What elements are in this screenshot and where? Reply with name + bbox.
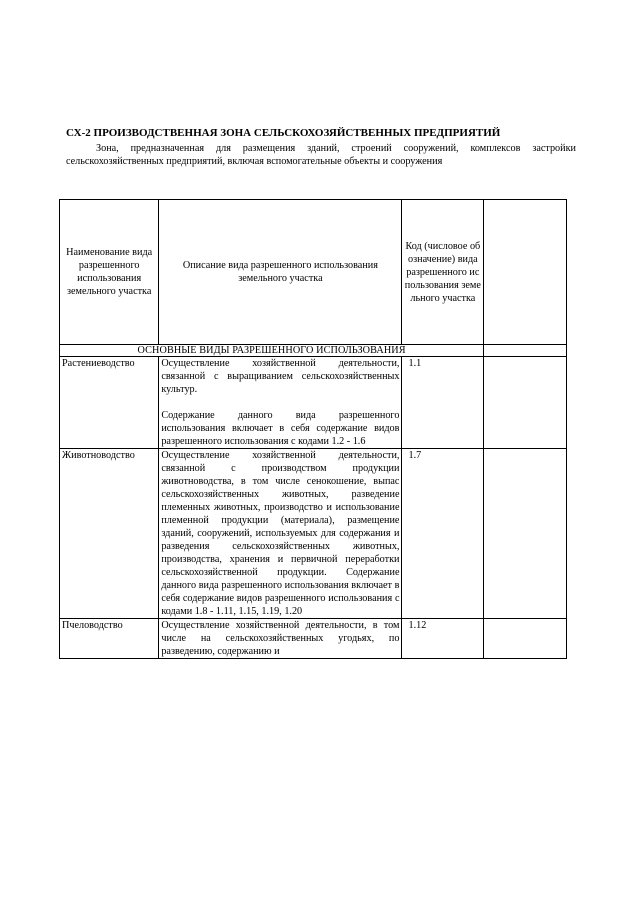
row-code: 1.1 [402,357,484,449]
header-code: Код (числовое обозначение) вида разрешенного использования земельного участка [402,200,484,345]
row-extra-cell [484,449,567,619]
row-description [159,449,402,619]
table-row [60,357,567,449]
row-description [159,357,402,449]
row-name: Пчеловодство [60,619,159,659]
table-header-row [60,200,567,345]
row-description-paragraph: Осуществление хозяйственной деятельности, связанной с выращиванием сельскохозяйственных культур. [161,358,400,395]
row-extra-cell [484,357,567,449]
row-code: 1.12 [402,619,484,659]
table-row [60,619,567,659]
section-extra-cell [484,345,567,357]
row-name: Растениеводство [60,357,159,449]
row-description-paragraph: Осуществление хозяйственной деятельности, в том числе на сельскохозяйственных угодьях, по разведению, содержанию и [161,620,400,657]
row-description [159,619,402,659]
table-row [60,449,567,619]
header-extra [484,200,567,345]
row-description-paragraph: Содержание данного вида разрешенного использования включает в себя содержание видов разрешенного использования с кодами 1.2 - 1.6 [161,410,400,447]
section-row [60,345,567,357]
zone-description: Зона, предназначенная для размещения зданий, строений сооружений, комплексов застройки сельскохозяйственных предприятий, включая вспомогательные объекты и сооружения [66,143,576,168]
zone-title: СХ-2 ПРОИЗВОДСТВЕННАЯ ЗОНА СЕЛЬСКОХОЗЯЙСТВЕННЫХ ПРЕДПРИЯТИЙ [66,127,501,139]
row-name: Животноводство [60,449,159,619]
land-use-table [59,199,567,659]
row-code: 1.7 [402,449,484,619]
header-description: Описание вида разрешенного использования земельного участка [159,200,402,345]
row-extra-cell [484,619,567,659]
header-name: Наименование вида разрешенного использования земельного участка [60,200,159,345]
row-description-paragraph: Осуществление хозяйственной деятельности, связанной с производством продукции животноводства, в том числе сенокошение, выпас сельскохозяйственных животных, разведение племенных животных, производство и использование племенной продукции (материала), размещение зданий, сооружений, используемых для содержания и разведения сельскохозяйственных животных, производства, хранения и первичной переработки сельскохозяйственной продукции. Содержание данного вида разрешенного использования включает в себя содержание видов разрешенного использования с кодами 1.8 - 1.11, 1.15, 1.19, 1.20 [161,450,400,617]
section-title: ОСНОВНЫЕ ВИДЫ РАЗРЕШЕННОГО ИСПОЛЬЗОВАНИЯ [60,345,484,357]
